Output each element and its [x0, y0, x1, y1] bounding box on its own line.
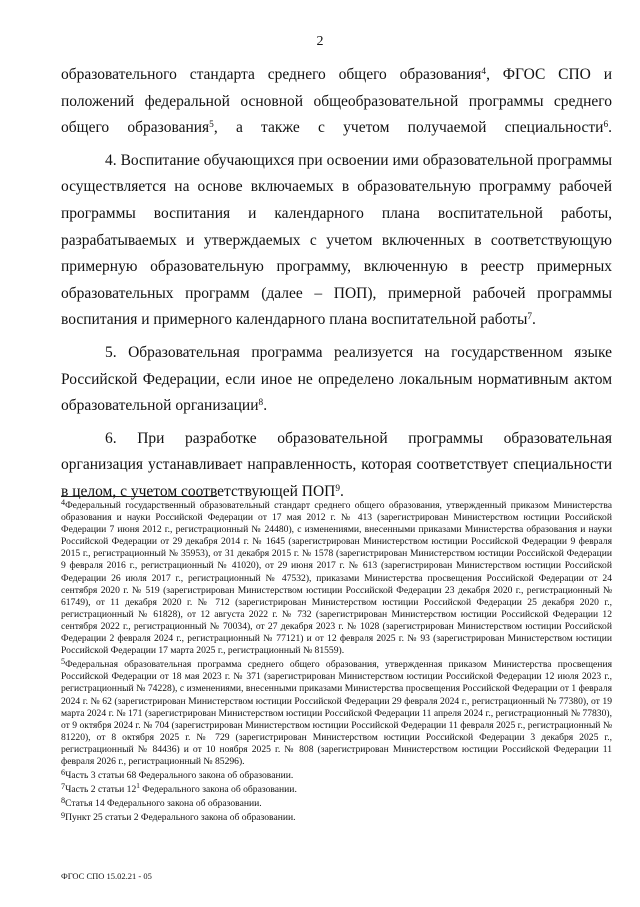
footnote-7: $^7$Часть 2 статьи 12$^1$ Федерального закона об образовании. — [61, 781, 297, 796]
paragraph-5: 5. Образовательная программа реализуется на государственном языке Российской Федерации, если иное не определено локальным нормативным актом образовательной организации$^8$. — [61, 343, 612, 415]
footnote-9: $^9$Пункт 25 статьи 2 Федерального закона об образовании. — [61, 810, 296, 824]
footnote-ref: 6 — [603, 120, 609, 131]
footnote-ref: 5 — [209, 120, 214, 131]
footnote-ref: 7 — [527, 312, 533, 323]
footnote-ref: 8 — [258, 398, 264, 409]
footnote-5: $^5$Федеральная образовательная программа среднего общего образования, утвержденная приказом Министерства просвещения Российской Федерации от 18 мая 2023 г. № 371 (зарегистрирован Министерством юстиции Российской Федерации 12 июля 2023 г., регистрационный № 74228), с изменениями, внесенными приказами Министерства просвещения Российской Федерации от 1 февраля 2024 г. № 62 (зарегистрирован Министерством юстиции Российской Федерации 29 февраля 2024 г., регистрационный № 77380), от 19 марта 2024 г. № 171 (зарегистрирован Министерством юстиции Российской Федерации 11 апреля 2024 г., регистрационный № 77830), от 9 октября 2024 г. № 704 (зарегистрирован Министерством юстиции Российской Федерации 11 февраля 2025 г., регистрационный № 81220), от 8 октября 2025 г. № 729 (зарегистрирован Министерством юстиции Российской Федерации 3 декабря 2025 г., регистрационный № 84436) и от 10 ноября 2025 г. № 808 (зарегистрирован Министерством юстиции Российской Федерации 11 февраля 2026 г., регистрационный № 85296). — [61, 657, 612, 767]
footer-code: ФГОС СПО 15.02.21 - 05 — [61, 871, 152, 881]
footnote-ref: 4 — [481, 66, 487, 77]
paragraph-6: 6. При разработке образовательной программы образовательная организация устанавливает направленность, которая соответствует специальности в целом, с учетом соответствующей ПОП$^9$. — [61, 429, 612, 500]
footnote-4: $^4$Федеральный государственный образовательный стандарт среднего общего образования, утвержденный приказом Министерства образования и науки Российской Федерации от 17 мая 2012 г. № 413 (зарегистрирован Министерством юстиции Российской Федерации 7 июня 2012 г., регистрационный № 24480), с изменениями, внесенными приказами Министерства образования и науки Российской Федерации от 29 декабря 2014 г. № 1645 (зарегистрирован Министерством юстиции Российской Федерации 9 февраля 2015 г., регистрационный № 35953), от 31 декабря 2015 г. № 1578 (зарегистрирован Министерством юстиции Российской Федерации 9 февраля 2016 г., регистрационный № 41020), от 29 июня 2017 г. № 613 (зарегистрирован Министерством юстиции Российской Федерации 26 июля 2017 г., регистрационный № 47532), приказами Министерства просвещения Российской Федерации от 24 сентября 2020 г. № 519 (зарегистрирован Министерством юстиции Российской Федерации 23 декабря 2020 г., регистрационный № 61749), от 11 декабря 2020 г. № 712 (зарегистрирован Министерством юстиции Российской Федерации 25 декабря 2020 г., регистрационный № 61828), от 12 августа 2022 г. № 732 (зарегистрирован Министерством юстиции Российской Федерации 12 сентября 2022 г., регистрационный № 70034), от 27 декабря 2023 г. № 1028 (зарегистрирован Министерством юстиции Российской Федерации 2 февраля 2024 г., регистрационный № 77121) и от 12 февраля 2025 г. № 93 (зарегистрирован Министерством юстиции Российской Федерации 17 марта 2025 г., регистрационный № 81559). — [61, 498, 612, 657]
footnote-ref: 9 — [335, 483, 341, 494]
page-number: 2 — [316, 34, 324, 49]
paragraph-continuation: образовательного стандарта среднего общего образования$^4$, ФГОС СПО и положений федеральной основной общеобразовательной программы среднего общего образования$^5$, а также с учетом получаемой специальности$^6$. — [61, 66, 613, 137]
footnote-6: $^6$Часть 3 статьи 68 Федерального закона об образовании. — [61, 768, 294, 782]
footnotes — [61, 500, 612, 824]
footnote-8: $^8$Статья 14 Федерального закона об образовании. — [61, 796, 262, 810]
main-text — [61, 62, 612, 506]
paragraph-4: 4. Воспитание обучающихся при освоении ими образовательной программы осуществляется на основе включаемых в образовательную программу рабочей программы воспитания и календарного плана воспитательной работы, разрабатываемых и утверждаемых с учетом включенных в соответствующую примерную образовательную программу, включенную в реестр примерных образовательных программ (далее – ПОП), примерной рабочей программы воспитания и примерного календарного плана воспитательной работы$^7$. — [61, 151, 612, 329]
footnote-separator — [61, 496, 217, 497]
